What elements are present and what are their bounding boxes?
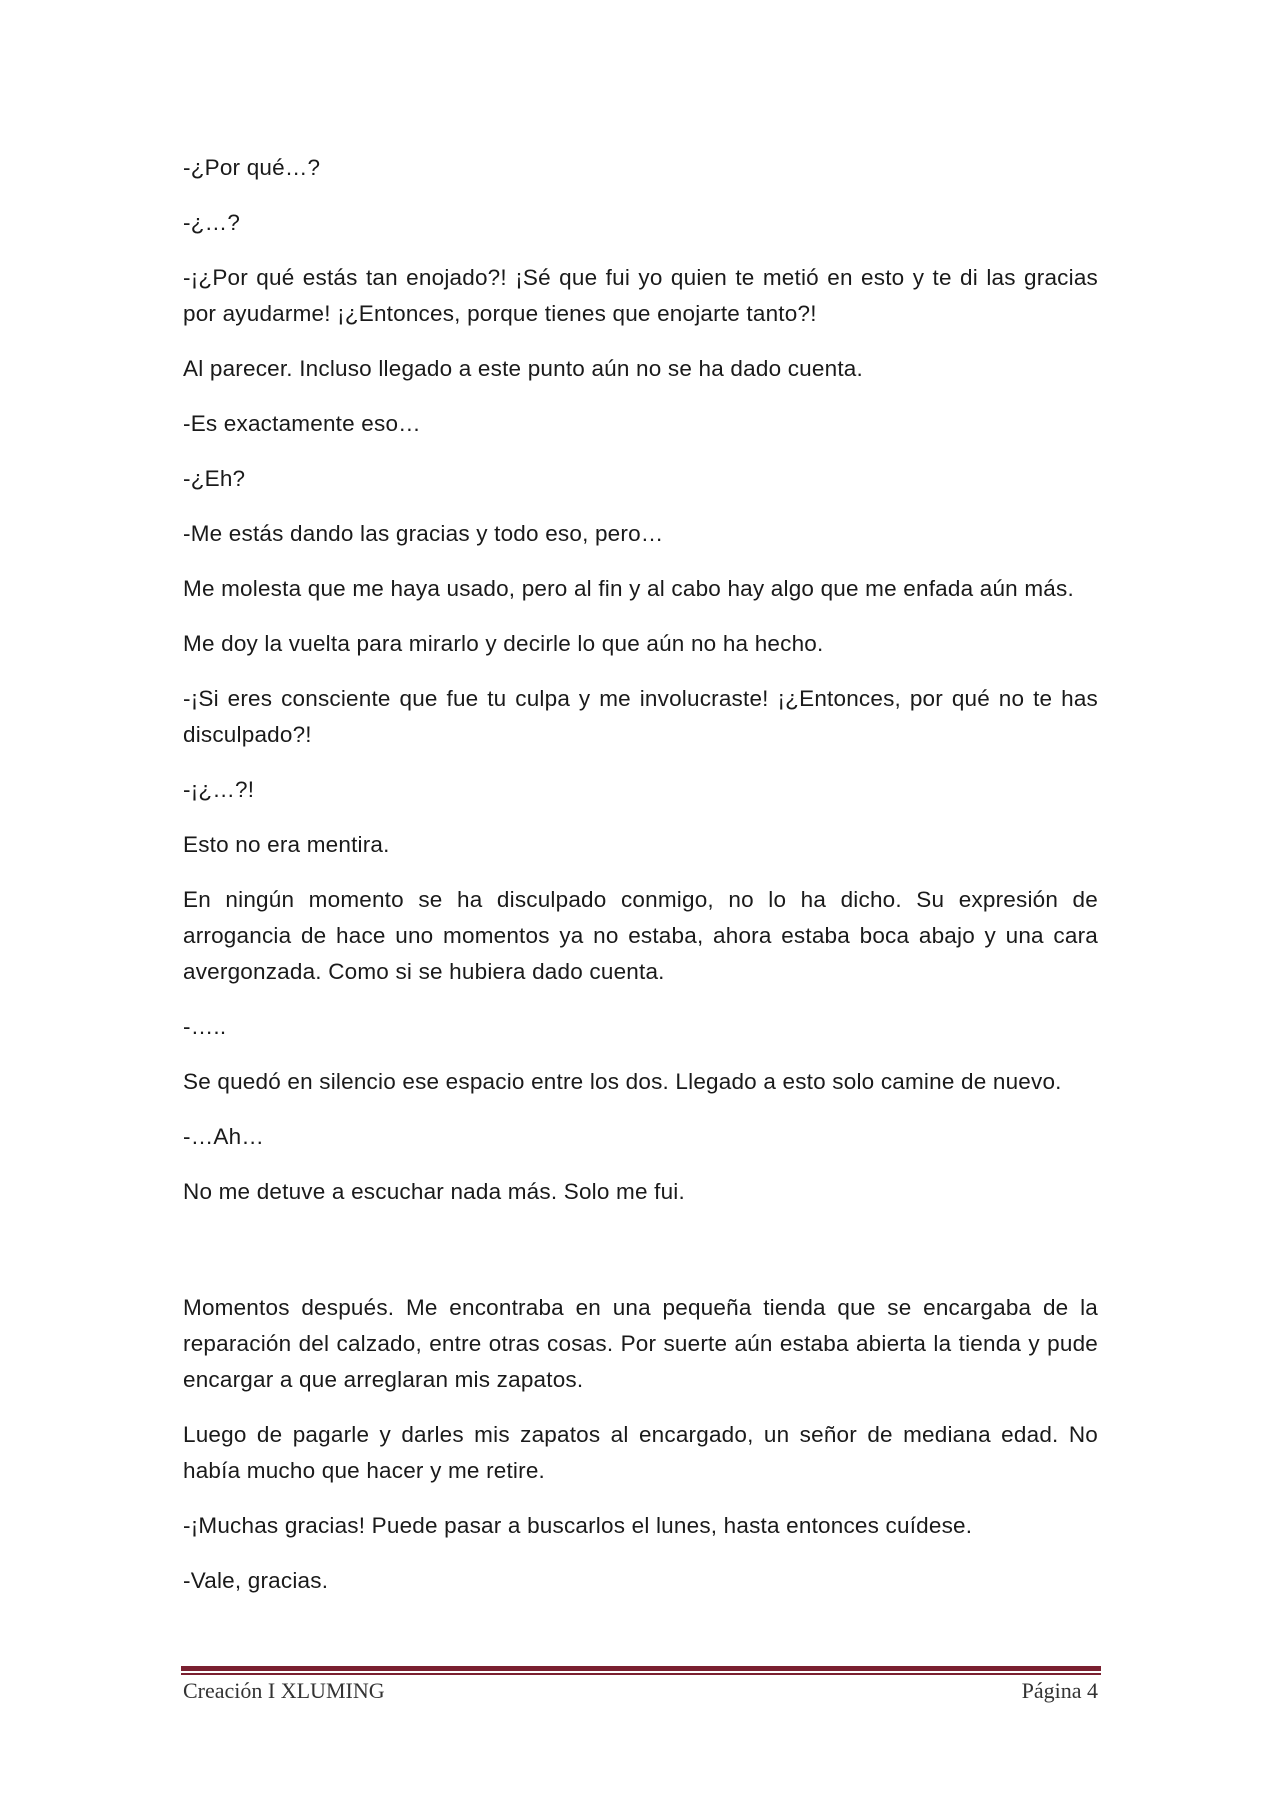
paragraph: -Me estás dando las gracias y todo eso, pero… <box>183 521 664 546</box>
paragraph: -Es exactamente eso… <box>183 411 421 436</box>
footer-divider-thick-line <box>181 1666 1101 1671</box>
paragraph: Momentos después. Me encontraba en una pequeña tienda que se encargaba de la reparación del calzado, entre otras cosas. Por suerte aún estaba abierta la tienda y pude encargar a que arreglaran mis zapatos. <box>183 1295 1098 1392</box>
paragraph: -…Ah… <box>183 1124 265 1149</box>
paragraph: -¡Muchas gracias! Puede pasar a buscarlos el lunes, hasta entonces cuídese. <box>183 1513 973 1538</box>
paragraph: -¿Eh? <box>183 466 246 491</box>
page-body <box>183 150 1098 1618</box>
paragraph: -….. <box>183 1014 227 1039</box>
paragraph: Al parecer. Incluso llegado a este punto aún no se ha dado cuenta. <box>183 356 863 381</box>
paragraph: -¡¿Por qué estás tan enojado?! ¡Sé que fui yo quien te metió en esto y te di las gracias por ayudarme! ¡¿Entonces, porque tienes que enojarte tanto?! <box>183 265 1098 326</box>
paragraph: No me detuve a escuchar nada más. Solo me fui. <box>183 1179 685 1204</box>
paragraph: -¡Si eres consciente que fue tu culpa y me involucraste! ¡¿Entonces, por qué no te has disculpado?! <box>183 686 1098 747</box>
page-footer <box>183 1678 1098 1704</box>
paragraph: Me doy la vuelta para mirarlo y decirle lo que aún no ha hecho. <box>183 631 824 656</box>
footer-divider-thin-line <box>181 1673 1101 1675</box>
paragraph: Luego de pagarle y darles mis zapatos al encargado, un señor de mediana edad. No había mucho que hacer y me retire. <box>183 1422 1098 1483</box>
paragraph: Esto no era mentira. <box>183 832 390 857</box>
paragraph: -¿Por qué…? <box>183 155 321 180</box>
footer-divider <box>181 1666 1101 1675</box>
footer-author: Creación I XLUMING <box>183 1678 385 1703</box>
paragraph: -Vale, gracias. <box>183 1568 329 1593</box>
paragraph: En ningún momento se ha disculpado conmigo, no lo ha dicho. Su expresión de arrogancia de hace uno momentos ya no estaba, ahora estaba boca abajo y una cara avergonzada. Como si se hubiera dado cuenta. <box>183 887 1098 984</box>
paragraph: Me molesta que me haya usado, pero al fin y al cabo hay algo que me enfada aún más. <box>183 576 1074 601</box>
footer-page-number: Página 4 <box>1021 1678 1098 1703</box>
paragraph: Se quedó en silencio ese espacio entre los dos. Llegado a esto solo camine de nuevo. <box>183 1069 1062 1094</box>
paragraph: -¿…? <box>183 210 241 235</box>
paragraph: -¡¿…?! <box>183 777 255 802</box>
